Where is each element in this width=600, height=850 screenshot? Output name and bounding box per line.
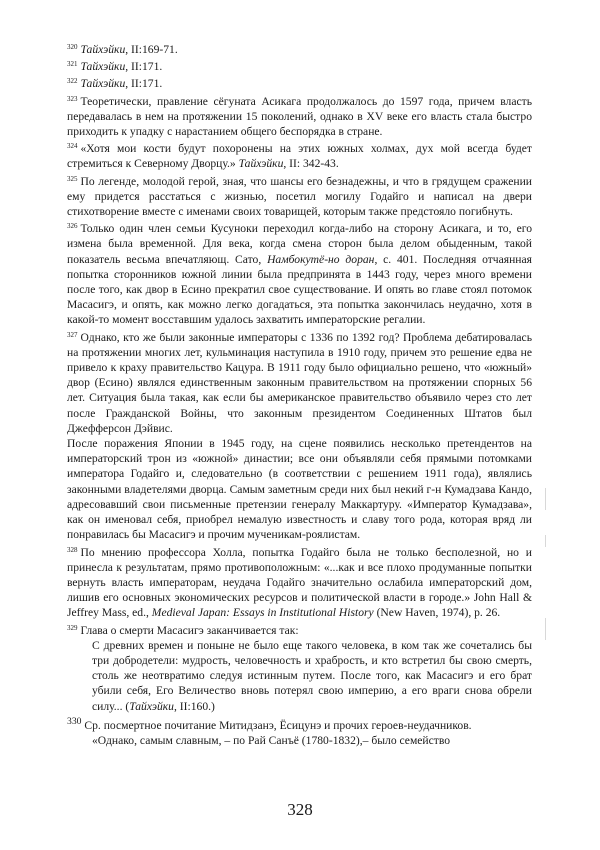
footnote-325: $^{325}$ По легенде, молодой герой, зная, что шансы его безнадежны, и что в грядущем сражении ему придется расстаться с жизнью, посетил могилу Годайго и написал на двери стихотворение вместе с именами своих товарищей, которым также предстояло погибнуть. <box>67 174 532 219</box>
footnote-324: $^{324}$ «Хотя мои кости будут похоронены на этих южных холмах, дух мой всегда будет стремиться к Северному Дворцу.» Тайхэйки, II: 342-43. <box>67 142 532 171</box>
scan-margin-mark <box>545 535 546 547</box>
footnote-321: $^{321}$ Тайхэйки, II:171. <box>67 60 163 74</box>
footnote-327-continued: После поражения Японии в 1945 году, на сцене появились несколько претендентов на императорский трон из «южной» династии; все они объявляли себя прямыми потомками императора Годайго и, следовательно (в соответствии с решением 1911 года), являлись законными владетелями дворца. Самым заметным среди них был некий г-н Кумадзава Кандо, адресовавший свои письменные претензии генералу Маккартуру. «Император Кумадзава», как он именовал себя, приобрел немалую известность и славу того рода, которая вряд ли понравилась бы Масасигэ и прочим мученикам-роялистам. <box>67 437 532 542</box>
footnote-330: $^{330}$ Ср. посмертное почитание Митидзанэ, Ёсицунэ и прочих героев-неудачников. «Однако, самым славным, – по Рай Санъё (1780-1832),– было семейство <box>67 715 472 747</box>
footnote-327: $^{327}$ Однако, кто же были законные императоры с 1336 по 1392 год? Проблема дебатировалась на протяжении многих лет, кульминация наступила в 1910 году, причем это решение едва не привело к краху правительство Кацура. В 1911 году было официально решено, что «южный» двор (Есино) являлся единственным законным правительством на протяжении спорных 56 лет. Ситуация была такая, как если бы американское правительство объявило через сто лет после Гражданской Войны, что законным президентом Соединенных Штатов был Джефферсон Дэйвис. <box>67 330 532 435</box>
footnote-320: $^{320}$ Тайхэйки, II:169-71. <box>67 43 178 56</box>
footnote-326: $^{326}$ Только один член семьи Кусуноки переходил когда-либо на сторону Асикага, и то, его измена была временной. Для века, когда смена сторон была делом обыденным, такой показатель весьма впечатляющ. Сато, Намбокутё-но доран, с. 401. Последняя отчаянная попытка сторонников южной линии была предпринята в 1443 году, через много времени после того, как двор в Есино прекратил свое существование. И опять во главе стоял потомок Масасигэ, и опять, как можно легко догадаться, эта попытка закончилась неудачно, хотя в какой-то момент восставшим удалось захватить императорские регалии. <box>67 222 532 327</box>
footnote-322: $^{322}$ Тайхэйки, II:171. <box>67 77 163 91</box>
block-quote-329: С древних времен и поныне не было еще такого человека, в ком так же сочетались бы три добродетели: мудрость, человечность и храбрость, и кто встретил бы свою смерть, столь же неотвратимо следуя истинным путем. После того, как Масасигэ и его брат убили себя, Его Величество вновь потерял свою империю, а его враги снова обрели силу... (Тайхэйки, II:160.) <box>92 638 532 713</box>
footnote-323: $^{323}$ Теоретически, правление сёгуната Асикага продолжалось до 1597 года, причем власть передавалась в нем на протяжении 15 поколений, однако в XV веке его власть стала быстро приходить к упадку с нарастанием общего беспорядка в стране. <box>67 94 532 139</box>
scan-margin-mark <box>545 618 546 640</box>
scan-margin-mark <box>545 488 546 510</box>
page-number: 328 <box>287 800 313 819</box>
footnote-329: $^{329}$ Глава о смерти Масасигэ заканчивается так: <box>67 623 299 637</box>
footnotes-page <box>67 40 532 748</box>
footnote-328: $^{328}$ По мнению профессора Холла, попытка Годайго была не только бесполезной, но и принесла к результатам, прямо противоположным: «...как и все плохо продуманные попытки вернуть власть императорам, неудача Годайго значительно ослабила императорский дом, лишив его основных экономических ресурсов и политической власти в городе.» John Hall & Jeffrey Mass, ed., Medieval Japan: Essays in Institutional History (New Haven, 1974), p. 26. <box>67 545 532 620</box>
